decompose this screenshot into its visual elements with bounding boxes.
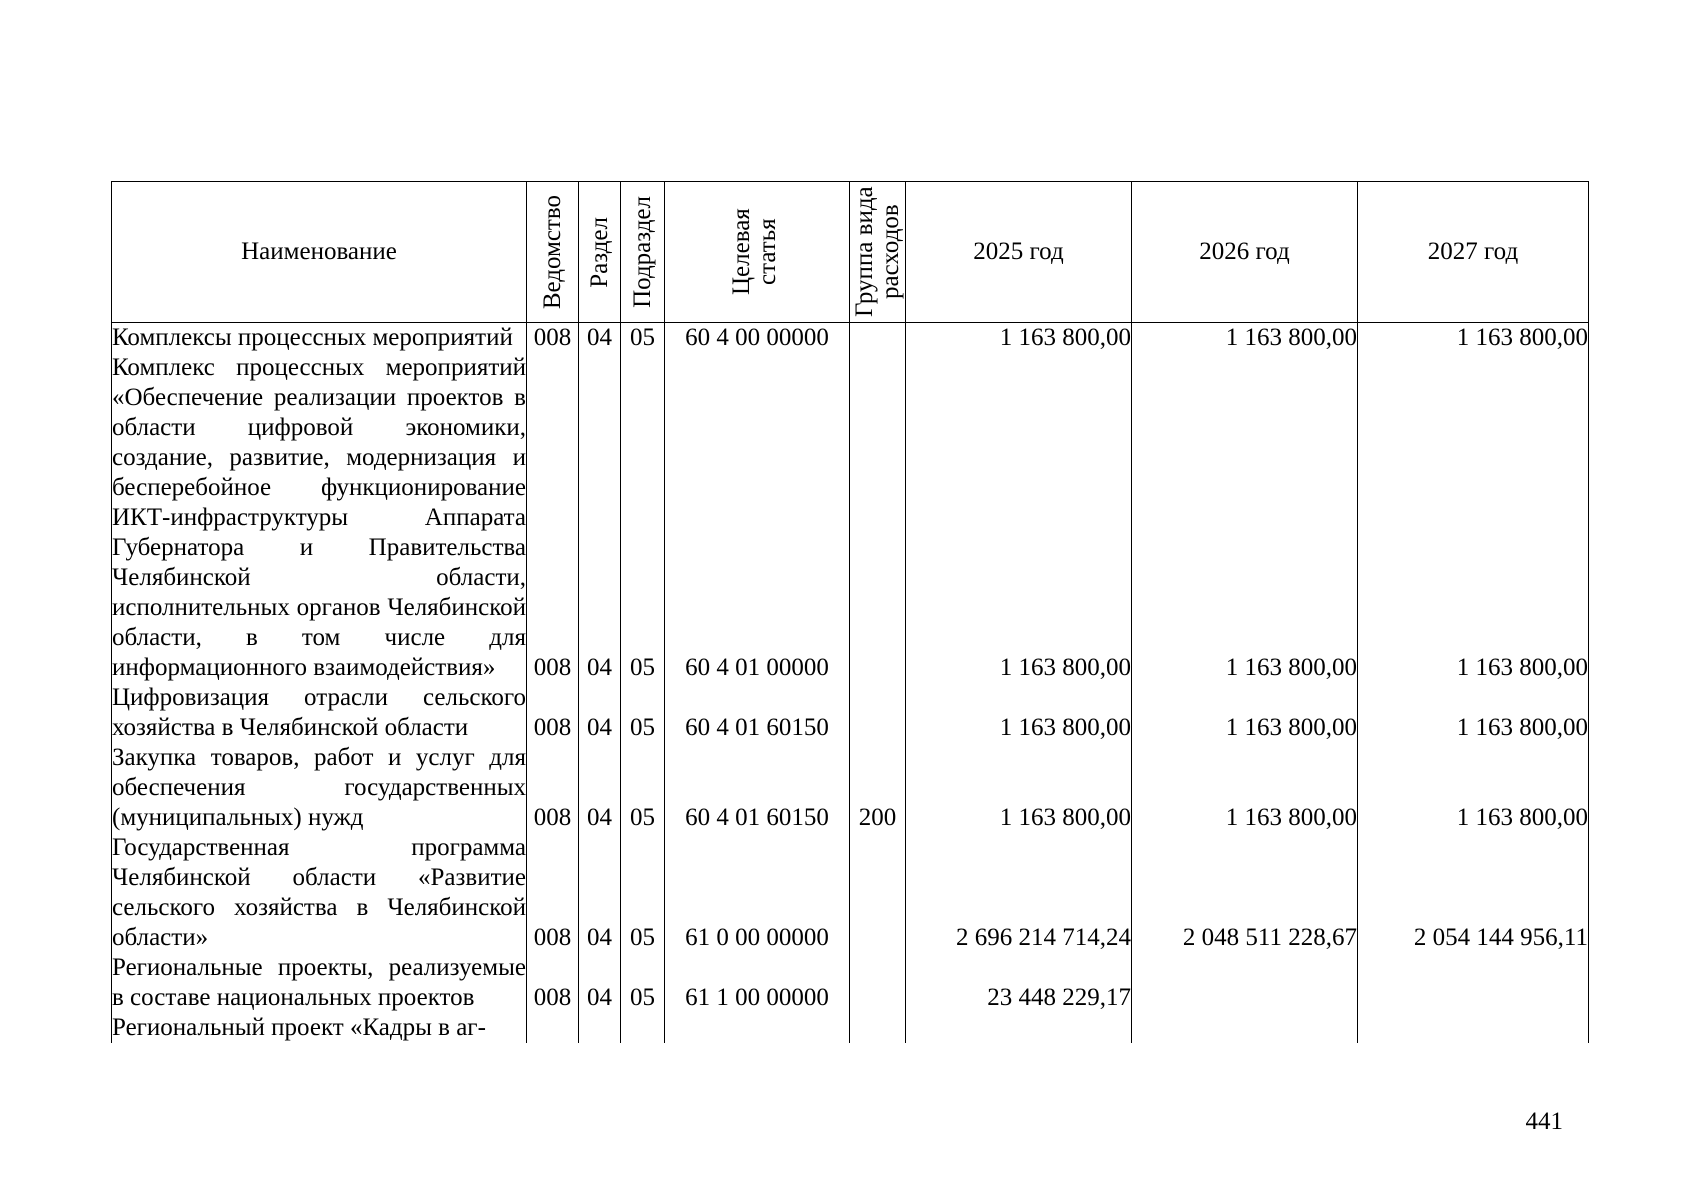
row-name: Комплекс процессных мероприятий «Обеспечение реализации проектов в области цифровой экономики, создание, развитие, модернизация и бесперебойное функционирование ИКТ-инфраструктуры Аппарата Губернатора и Правительства Челябинской области, исполнительных органов Челябинской области, в том числе для информационного взаимодействия» [112,354,526,681]
row-gruppa [850,323,906,354]
row-2027: 1 163 800,00 [1358,353,1589,683]
row-2027: 2 054 144 956,11 [1358,833,1589,953]
row-2026: 1 163 800,00 [1132,743,1358,833]
row-vedomstvo: 008 [527,953,579,1013]
row-celevaya: 60 4 01 60150 [665,743,850,833]
row-name: Региональный проект «Кадры в аг- [112,1013,527,1043]
row-2025: 1 163 800,00 [906,683,1132,743]
row-2026: 2 048 511 228,67 [1132,833,1358,953]
header-podrazdel-label: Подраздел [628,196,656,308]
row-podrazdel: 05 [621,683,665,743]
row-celevaya: 60 4 00 00000 [665,323,850,354]
row-vedomstvo: 008 [527,323,579,354]
table-row [112,353,1589,683]
row-2026 [1132,953,1358,1013]
row-2025: 23 448 229,17 [906,953,1132,1013]
row-2025 [906,1013,1132,1043]
header-celevaya [665,182,850,323]
row-celevaya: 60 4 01 60150 [665,683,850,743]
header-celevaya-label: Целевая статья [728,208,781,296]
row-2025: 1 163 800,00 [906,323,1132,354]
row-razdel: 04 [579,323,621,354]
row-razdel: 04 [579,683,621,743]
row-gruppa [850,953,906,1013]
row-2025: 2 696 214 714,24 [906,833,1132,953]
row-celevaya: 60 4 01 00000 [665,353,850,683]
row-podrazdel: 05 [621,353,665,683]
row-gruppa [850,353,906,683]
row-razdel: 04 [579,353,621,683]
header-vedomstvo [527,182,579,323]
table-row [112,683,1589,743]
header-podrazdel [621,182,665,323]
row-podrazdel: 05 [621,323,665,354]
row-2026: 1 163 800,00 [1132,323,1358,354]
row-podrazdel [621,1013,665,1043]
budget-table [111,181,1589,1043]
row-gruppa [850,683,906,743]
row-2026: 1 163 800,00 [1132,683,1358,743]
row-vedomstvo [527,1013,579,1043]
header-2026: 2026 год [1132,182,1358,323]
table-row [112,743,1589,833]
row-2025: 1 163 800,00 [906,743,1132,833]
header-razdel [579,182,621,323]
row-razdel: 04 [579,743,621,833]
table-row [112,1013,1589,1043]
row-gruppa [850,1013,906,1043]
row-2025: 1 163 800,00 [906,353,1132,683]
row-name: Государственная программа Челябинской области «Развитие сельского хозяйства в Челябинской области» [112,834,526,951]
row-name: Комплексы процессных мероприятий [112,323,527,354]
header-vedomstvo-label: Ведомство [538,194,566,310]
row-podrazdel: 05 [621,743,665,833]
page-number: 441 [1525,1108,1563,1135]
table-row [112,953,1589,1013]
row-gruppa [850,833,906,953]
row-celevaya: 61 0 00 00000 [665,833,850,953]
header-name: Наименование [112,182,527,323]
row-name: Региональные проекты, реализуемые в составе национальных проектов [112,954,526,1011]
row-2026 [1132,1013,1358,1043]
header-gruppa-label: Группа вида расходов [850,186,904,318]
row-razdel: 04 [579,833,621,953]
row-podrazdel: 05 [621,953,665,1013]
header-razdel-label: Раздел [585,216,613,288]
row-name: Закупка товаров, работ и услуг для обеспечения государственных (муниципальных) нужд [112,744,526,831]
table-row [112,323,1589,354]
header-2025: 2025 год [906,182,1132,323]
row-2027: 1 163 800,00 [1358,743,1589,833]
table-row [112,833,1589,953]
row-razdel: 04 [579,953,621,1013]
header-gruppa [850,182,906,323]
row-celevaya: 61 1 00 00000 [665,953,850,1013]
table-header-row [112,182,1589,323]
row-2027: 1 163 800,00 [1358,323,1589,354]
row-celevaya [665,1013,850,1043]
row-podrazdel: 05 [621,833,665,953]
row-razdel [579,1013,621,1043]
row-2027 [1358,953,1589,1013]
row-2027: 1 163 800,00 [1358,683,1589,743]
row-2027 [1358,1013,1589,1043]
row-2026: 1 163 800,00 [1132,353,1358,683]
row-vedomstvo: 008 [527,353,579,683]
header-2027: 2027 год [1358,182,1589,323]
row-vedomstvo: 008 [527,743,579,833]
row-gruppa: 200 [850,743,906,833]
row-vedomstvo: 008 [527,833,579,953]
row-name: Цифровизация отрасли сельского хозяйства в Челябинской области [112,684,526,741]
row-vedomstvo: 008 [527,683,579,743]
